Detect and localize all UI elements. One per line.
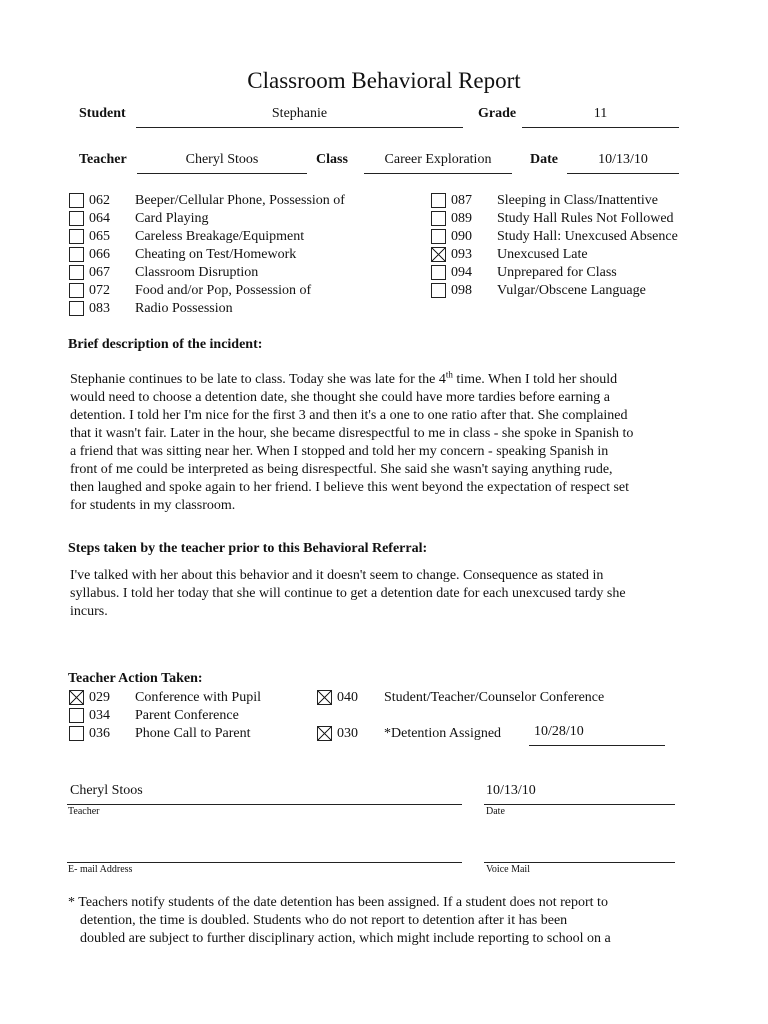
action-label: Parent Conference bbox=[135, 708, 239, 723]
action-row-034 bbox=[69, 707, 309, 725]
offense-row-093 bbox=[431, 246, 751, 264]
offense-row-094 bbox=[431, 264, 751, 282]
offense-code: 094 bbox=[451, 265, 472, 280]
offense-label: Careless Breakage/Equipment bbox=[135, 229, 305, 244]
checkbox-094[interactable] bbox=[431, 265, 446, 280]
offense-label: Radio Possession bbox=[135, 301, 233, 316]
checkbox-098[interactable] bbox=[431, 283, 446, 298]
footnote-line: * Teachers notify students of the date detention has been assigned. If a student does not report to bbox=[68, 895, 608, 910]
email-caption: E- mail Address bbox=[68, 864, 133, 875]
offense-code: 090 bbox=[451, 229, 472, 244]
checkbox-029[interactable] bbox=[69, 690, 84, 705]
incident-description[interactable] bbox=[70, 371, 710, 515]
action-row-030 bbox=[317, 725, 517, 743]
offense-row-072 bbox=[69, 282, 419, 300]
offense-code: 072 bbox=[89, 283, 110, 298]
offense-code: 065 bbox=[89, 229, 110, 244]
checkbox-064[interactable] bbox=[69, 211, 84, 226]
offense-code: 064 bbox=[89, 211, 110, 226]
offense-row-064 bbox=[69, 210, 419, 228]
checkbox-065[interactable] bbox=[69, 229, 84, 244]
checkbox-066[interactable] bbox=[69, 247, 84, 262]
offense-label: Study Hall: Unexcused Absence bbox=[497, 229, 678, 244]
checkbox-089[interactable] bbox=[431, 211, 446, 226]
checkbox-067[interactable] bbox=[69, 265, 84, 280]
offense-label: Vulgar/Obscene Language bbox=[497, 283, 646, 298]
action-label: Student/Teacher/Counselor Conference bbox=[384, 690, 605, 705]
date-label: Date bbox=[530, 152, 558, 167]
class-underline bbox=[364, 173, 512, 174]
checkbox-062[interactable] bbox=[69, 193, 84, 208]
incident-line: then laughed and spoke again to her friend. I believe this went beyond the expectation of respect set bbox=[70, 480, 630, 495]
offense-row-066 bbox=[69, 246, 419, 264]
steps-heading: Steps taken by the teacher prior to this Behavioral Referral: bbox=[68, 541, 428, 556]
date-signature-line bbox=[484, 804, 675, 805]
offense-code: 083 bbox=[89, 301, 110, 316]
offense-label: Unexcused Late bbox=[497, 247, 588, 262]
incident-line: front of me could be interpreted as being disrespectful. She said she wasn't saying anything rude, bbox=[70, 462, 613, 477]
student-field[interactable]: Stephanie bbox=[271, 106, 328, 121]
action-label: Phone Call to Parent bbox=[135, 726, 251, 741]
email-line bbox=[67, 862, 462, 863]
steps-description[interactable] bbox=[70, 567, 710, 621]
incident-line: a friend that was sitting near her. When I stopped and told her my concern - speaking Spanish in bbox=[70, 444, 609, 459]
offense-row-090 bbox=[431, 228, 751, 246]
action-row-036 bbox=[69, 725, 309, 743]
offense-row-067 bbox=[69, 264, 419, 282]
action-label: Conference with Pupil bbox=[135, 690, 261, 705]
offense-row-089 bbox=[431, 210, 751, 228]
incident-line: that it wasn't fair. Later in the hour, she became disrespectful to me in class - she spoke in Spanish to bbox=[70, 426, 634, 441]
offense-row-083 bbox=[69, 300, 419, 318]
action-code: 034 bbox=[89, 708, 110, 723]
incident-line: Stephanie continues to be late to class. Today she was late for the 4 bbox=[70, 372, 446, 387]
detention-date-underline bbox=[529, 745, 665, 746]
offense-label: Food and/or Pop, Possession of bbox=[135, 283, 312, 298]
offense-label: Sleeping in Class/Inattentive bbox=[497, 193, 658, 208]
checkbox-093[interactable] bbox=[431, 247, 446, 262]
offense-label: Cheating on Test/Homework bbox=[135, 247, 297, 262]
teacher-signature-line bbox=[67, 804, 462, 805]
offense-label: Beeper/Cellular Phone, Possession of bbox=[135, 193, 345, 208]
footnote bbox=[68, 894, 728, 948]
class-field[interactable]: Career Exploration bbox=[384, 152, 492, 167]
offense-code: 087 bbox=[451, 193, 472, 208]
student-label: Student bbox=[79, 106, 126, 121]
incident-line: time. When I told her should bbox=[452, 372, 618, 387]
teacher-field[interactable]: Cheryl Stoos bbox=[185, 152, 259, 167]
checkbox-040[interactable] bbox=[317, 690, 332, 705]
offense-row-087 bbox=[431, 192, 751, 210]
offense-label: Classroom Disruption bbox=[135, 265, 259, 280]
class-label: Class bbox=[316, 152, 348, 167]
offense-label: Unprepared for Class bbox=[497, 265, 617, 280]
teacher-caption: Teacher bbox=[68, 806, 100, 817]
voicemail-caption: Voice Mail bbox=[486, 864, 530, 875]
footnote-line: doubled are subject to further disciplinary action, which might include reporting to school on a bbox=[80, 931, 611, 946]
voicemail-line bbox=[484, 862, 675, 863]
checkbox-036[interactable] bbox=[69, 726, 84, 741]
voicemail-field[interactable] bbox=[484, 842, 675, 860]
action-code: 040 bbox=[337, 690, 358, 705]
offense-code: 062 bbox=[89, 193, 110, 208]
date-caption: Date bbox=[486, 806, 505, 817]
checkbox-030[interactable] bbox=[317, 726, 332, 741]
offense-row-098 bbox=[431, 282, 751, 300]
action-label: *Detention Assigned bbox=[384, 726, 502, 741]
checkbox-090[interactable] bbox=[431, 229, 446, 244]
steps-line: I've talked with her about this behavior and it doesn't seem to change. Consequence as stated in bbox=[70, 568, 604, 583]
actions-heading: Teacher Action Taken: bbox=[68, 671, 203, 686]
offense-row-065 bbox=[69, 228, 419, 246]
incident-line: would need to choose a detention date, she thought she could have more tardies before earning a bbox=[70, 390, 610, 405]
action-code: 036 bbox=[89, 726, 110, 741]
offense-label: Study Hall Rules Not Followed bbox=[497, 211, 674, 226]
checkbox-083[interactable] bbox=[69, 301, 84, 316]
incident-line: for students in my classroom. bbox=[70, 498, 236, 513]
action-row-029 bbox=[69, 689, 309, 707]
checkbox-072[interactable] bbox=[69, 283, 84, 298]
steps-line: incurs. bbox=[70, 604, 108, 619]
signature-date-field[interactable]: 10/13/10 bbox=[486, 783, 536, 798]
offense-row-062 bbox=[69, 192, 419, 210]
offense-code: 089 bbox=[451, 211, 472, 226]
detention-date-field[interactable]: 10/28/10 bbox=[534, 724, 584, 739]
offense-code: 098 bbox=[451, 283, 472, 298]
incident-sup: th bbox=[445, 369, 453, 380]
action-row-040 bbox=[317, 689, 647, 707]
action-code: 030 bbox=[337, 726, 358, 741]
grade-label: Grade bbox=[478, 106, 517, 121]
grade-field[interactable]: 11 bbox=[593, 106, 608, 121]
incident-heading: Brief description of the incident: bbox=[68, 337, 263, 352]
checkbox-087[interactable] bbox=[431, 193, 446, 208]
page-title: Classroom Behavioral Report bbox=[247, 68, 521, 93]
footnote-line: detention, the time is doubled. Students who do not report to detention after it has been bbox=[80, 913, 568, 928]
signature-teacher-field[interactable]: Cheryl Stoos bbox=[70, 783, 143, 798]
grade-underline bbox=[522, 127, 679, 128]
date-underline bbox=[567, 173, 679, 174]
date-field[interactable]: 10/13/10 bbox=[598, 152, 648, 167]
offense-label: Card Playing bbox=[135, 211, 209, 226]
action-code: 029 bbox=[89, 690, 110, 705]
offense-code: 066 bbox=[89, 247, 110, 262]
offense-code: 067 bbox=[89, 265, 110, 280]
checkbox-034[interactable] bbox=[69, 708, 84, 723]
steps-line: syllabus. I told her today that she will continue to get a detention date for each unexcused tardy she bbox=[70, 586, 626, 601]
student-underline bbox=[136, 127, 463, 128]
email-field[interactable] bbox=[67, 842, 462, 860]
offense-code: 093 bbox=[451, 247, 472, 262]
teacher-label: Teacher bbox=[79, 152, 127, 167]
incident-line: detention. I told her I'm nice for the first 3 and then it's a one to one ratio after that. She complained bbox=[70, 408, 628, 423]
teacher-underline bbox=[137, 173, 307, 174]
